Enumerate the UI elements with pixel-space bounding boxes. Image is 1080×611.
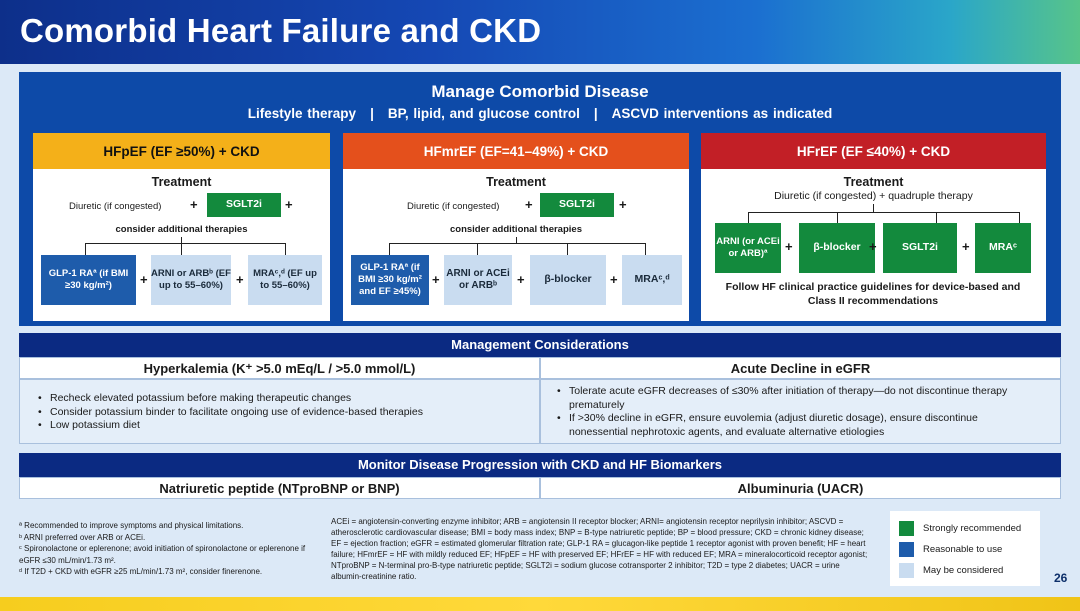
hfmref-column bbox=[343, 133, 689, 321]
hfmref-header: HFmrEF (EF=41–49%) + CKD bbox=[343, 133, 689, 169]
hfref-header: HFrEF (EF ≤40%) + CKD bbox=[701, 133, 1046, 169]
legend-swatch bbox=[899, 542, 914, 557]
list-item: • If >30% decline in eGFR, ensure euvolemia (adjust diuretic dosage), ensure discontinue nonessential nephrotoxic agents, and evaluate alternative etiologies bbox=[553, 412, 1030, 439]
mra-box: MRAᶜ,ᵈ bbox=[622, 255, 682, 305]
legend-label: Reasonable to use bbox=[923, 543, 1003, 555]
ascvd-interventions: ASCVD interventions as indicated bbox=[611, 106, 833, 121]
sglt2i-box: SGLT2i bbox=[883, 223, 957, 273]
hyperkalemia-header: Hyperkalemia (K⁺ >5.0 mEq/L / >5.0 mmol/L) bbox=[19, 357, 540, 379]
connector-line bbox=[567, 243, 568, 255]
plus-sign: + bbox=[962, 239, 970, 254]
bp-lipid-glucose: BP, lipid, and glucose control bbox=[387, 106, 580, 121]
plus-sign: + bbox=[610, 272, 618, 287]
hfpef-column bbox=[33, 133, 330, 321]
natriuretic-peptide-cell: Natriuretic peptide (NTproBNP or BNP) bbox=[19, 477, 540, 499]
arni-arb-box: ARNI or ARBᵇ (EF up to 55–60%) bbox=[151, 255, 231, 305]
legend-label: Strongly recommended bbox=[923, 522, 1022, 534]
list-item: • Consider potassium binder to facilitate ongoing use of evidence-based therapies bbox=[34, 406, 539, 420]
legend bbox=[890, 511, 1040, 586]
page-title: Comorbid Heart Failure and CKD bbox=[20, 12, 542, 49]
treatment-label: Treatment bbox=[151, 175, 212, 189]
footnote: ᵇ ARNI preferred over ARB or ACEi. bbox=[19, 532, 146, 542]
plus-sign: + bbox=[619, 197, 627, 212]
list-item: • Tolerate acute eGFR decreases of ≤30% after initiation of therapy—do not discontinue therapy prematurely bbox=[553, 385, 1030, 412]
connector-line bbox=[873, 204, 874, 212]
list-item: • Low potassium diet bbox=[34, 419, 539, 433]
connector-line bbox=[936, 212, 937, 223]
footnotes bbox=[19, 520, 319, 578]
manage-subtitle bbox=[19, 106, 1061, 121]
legend-item bbox=[899, 562, 1003, 578]
diuretic-label: Diuretic (if congested) bbox=[407, 201, 500, 212]
footnote: ᵈ If T2D + CKD with eGFR ≥25 mL/min/1.73 m², consider finerenone. bbox=[19, 567, 263, 576]
hfref-column bbox=[701, 133, 1046, 321]
consider-label: consider additional therapies bbox=[450, 224, 582, 235]
manage-title: Manage Comorbid Disease bbox=[431, 82, 649, 101]
plus-sign: + bbox=[190, 197, 198, 212]
egfr-list bbox=[553, 385, 1030, 439]
connector-line bbox=[85, 243, 86, 255]
beta-blocker-box: β-blocker bbox=[530, 255, 606, 305]
plus-sign: + bbox=[140, 272, 148, 287]
separator: | bbox=[593, 106, 598, 121]
albuminuria-cell: Albuminuria (UACR) bbox=[540, 477, 1061, 499]
plus-sign: + bbox=[525, 197, 533, 212]
header-bar bbox=[0, 0, 1080, 64]
consider-label: consider additional therapies bbox=[115, 224, 248, 235]
treatment-label: Treatment bbox=[843, 175, 904, 189]
diuretic-quadruple-label: Diuretic (if congested) + quadruple therapy bbox=[774, 190, 973, 202]
plus-sign: + bbox=[236, 272, 244, 287]
arni-box: ARNI (or ACEi or ARB)ª bbox=[715, 223, 781, 273]
plus-sign: + bbox=[785, 239, 793, 254]
connector-line bbox=[389, 243, 645, 244]
list-item: • Recheck elevated potassium before making therapeutic changes bbox=[34, 392, 539, 406]
separator: | bbox=[370, 106, 374, 121]
connector-line bbox=[748, 212, 749, 223]
legend-label: May be considered bbox=[923, 564, 1004, 576]
legend-swatch bbox=[899, 521, 914, 536]
connector-line bbox=[748, 212, 1019, 213]
monitor-header: Monitor Disease Progression with CKD and HF Biomarkers bbox=[19, 453, 1061, 477]
follow-guidelines-text: Follow HF clinical practice guidelines for device-based and Class II recommendations bbox=[725, 281, 1021, 307]
mra-box: MRAᶜ bbox=[975, 223, 1031, 273]
glp1-ra-box: GLP-1 RAª (if BMI ≥30 kg/m² and EF ≥45%) bbox=[351, 255, 429, 305]
page-number: 26 bbox=[1054, 571, 1068, 585]
plus-sign: + bbox=[517, 272, 525, 287]
hyperkalemia-body bbox=[19, 379, 540, 444]
legend-item bbox=[899, 520, 1021, 536]
manage-comorbid-panel bbox=[19, 72, 1061, 326]
hyperkalemia-list bbox=[34, 392, 539, 433]
glp1-ra-box: GLP-1 RAª (if BMI ≥30 kg/m²) bbox=[41, 255, 136, 305]
mra-box: MRAᶜ,ᵈ (EF up to 55–60%) bbox=[248, 255, 322, 305]
abbreviations: ACEi = angiotensin-converting enzyme inhibitor; ARB = angiotensin II receptor blocker; ARNI= angiotensin receptor neprilysin inhibitor; ASCVD = atherosclerotic cardiovascular disease; BMI = body mass index; BNP = B-type natriuretic peptide; BP = blood pressure; CKD = chronic kidney disease; EF = ejection fraction; eGFR = estimated glomerular filtration rate; GLP-1 RA = glucagon-like peptide 1 receptor agonist with proven benefit; HF = heart failure; HFmrEF = HF with mildly reduced EF; HFpEF = HF with preserved EF; HFrEF = HF with reduced EF; MRA = mineralocorticoid receptor agonist; NTproBNP = N-terminal pro-B-type natriuretic peptide; SGLT2i = sodium glucose cotransporter 2 inhibitor; T2D = type 2 diabetes; UACR = urine albumin-creatinine ratio. bbox=[331, 517, 868, 581]
footnote: ᶜ Spironolactone or eplerenone; avoid initiation of spironolactone or eplerenone if eGFR ≤30 mL/min/1.73 m². bbox=[19, 544, 306, 565]
footnote: ª Recommended to improve symptoms and physical limitations. bbox=[19, 521, 244, 530]
connector-line bbox=[645, 243, 646, 255]
plus-sign: + bbox=[869, 239, 877, 254]
beta-blocker-box: β-blocker bbox=[799, 223, 875, 273]
sglt2i-box: SGLT2i bbox=[207, 193, 281, 217]
egfr-body bbox=[540, 379, 1061, 444]
connector-line bbox=[837, 212, 838, 223]
connector-line bbox=[477, 243, 478, 255]
legend-item bbox=[899, 541, 1002, 557]
treatment-label: Treatment bbox=[486, 175, 546, 189]
plus-sign: + bbox=[432, 272, 440, 287]
connector-line bbox=[1019, 212, 1020, 223]
arni-acei-arb-box: ARNI or ACEi or ARBᵇ bbox=[444, 255, 512, 305]
connector-line bbox=[285, 243, 286, 255]
sglt2i-box: SGLT2i bbox=[540, 193, 614, 217]
diuretic-label: Diuretic (if congested) bbox=[69, 201, 162, 212]
connector-line bbox=[85, 243, 285, 244]
legend-swatch bbox=[899, 563, 914, 578]
acute-decline-egfr-header: Acute Decline in eGFR bbox=[540, 357, 1061, 379]
lifestyle-therapy: Lifestyle therapy bbox=[247, 106, 357, 121]
plus-sign: + bbox=[285, 197, 293, 212]
bottom-bar bbox=[0, 597, 1080, 611]
hfpef-header: HFpEF (EF ≥50%) + CKD bbox=[33, 133, 330, 169]
connector-line bbox=[389, 243, 390, 255]
connector-line bbox=[181, 243, 182, 255]
management-considerations-header: Management Considerations bbox=[19, 333, 1061, 357]
